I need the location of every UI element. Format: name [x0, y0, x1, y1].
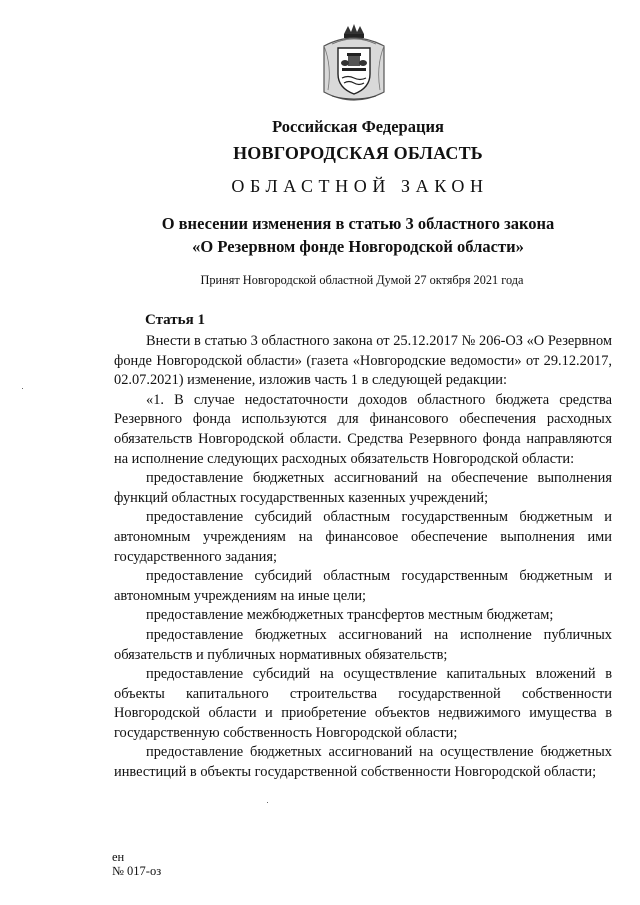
paragraph: предоставление бюджетных ассигнований на осуществление бюджетных инвестиций в объекты государственной собственности Новгородской области; [114, 744, 612, 781]
coat-of-arms-emblem [318, 22, 390, 104]
law-title [38, 212, 640, 258]
article-heading: Статья 1 [145, 312, 205, 328]
paragraph: предоставление межбюджетных трансфертов местным бюджетам; [146, 607, 554, 624]
paragraph: «1. В случае недостаточности доходов областного бюджета средства Резервного фонда используются для финансового обеспечения расходных обязательств Новгородской области. Средства Резервного фонда направляются на исполнение следующих расходных обязательств Новгородской области: [114, 391, 612, 467]
paragraph: предоставление субсидий областным государственным бюджетным и автономным учреждениям на финансовое обеспечение выполнения ими государственного задания; [114, 509, 612, 565]
document-footer [112, 850, 161, 878]
scan-speck [22, 388, 23, 389]
law-title-line1: О внесении изменения в статью 3 областного закона [161, 214, 555, 233]
region-name: НОВГОРОДСКАЯ ОБЛАСТЬ [233, 143, 483, 163]
law-title-line2: «О Резервном фонде Новгородской области» [192, 237, 524, 256]
footer-number: № 017-оз [112, 864, 162, 878]
footer-initials: ен [112, 850, 125, 864]
paragraph: предоставление субсидий областным государственным бюджетным и автономным учреждениям на иные цели; [114, 568, 612, 604]
adoption-note: Принят Новгородской областной Думой 27 октября 2021 года [200, 273, 524, 287]
paragraph: предоставление бюджетных ассигнований на обеспечение выполнения функций областных государственных казенных учреждений; [114, 470, 612, 506]
document-type: ОБЛАСТНОЙ ЗАКОН [231, 176, 489, 196]
scan-speck [267, 802, 268, 803]
paragraph: предоставление субсидий на осуществление капитальных вложений в объекты капитального строительства государственной собственности Новгородской области и приобретение объектов недвижимого имущества в государственную собственность Новгородской области; [114, 666, 612, 741]
country-name: Российская Федерация [272, 117, 444, 136]
article-body [114, 332, 612, 783]
paragraph: Внести в статью 3 областного закона от 25.12.2017 № 206-ОЗ «О Резервном фонде Новгородской области» (газета «Новгородские ведомости» от 29.12.2017, 02.07.2021) изменение, изложив часть 1 в следующей редакции: [114, 333, 612, 389]
paragraph: предоставление бюджетных ассигнований на исполнение публичных обязательств и публичных нормативных обязательств; [114, 626, 612, 663]
